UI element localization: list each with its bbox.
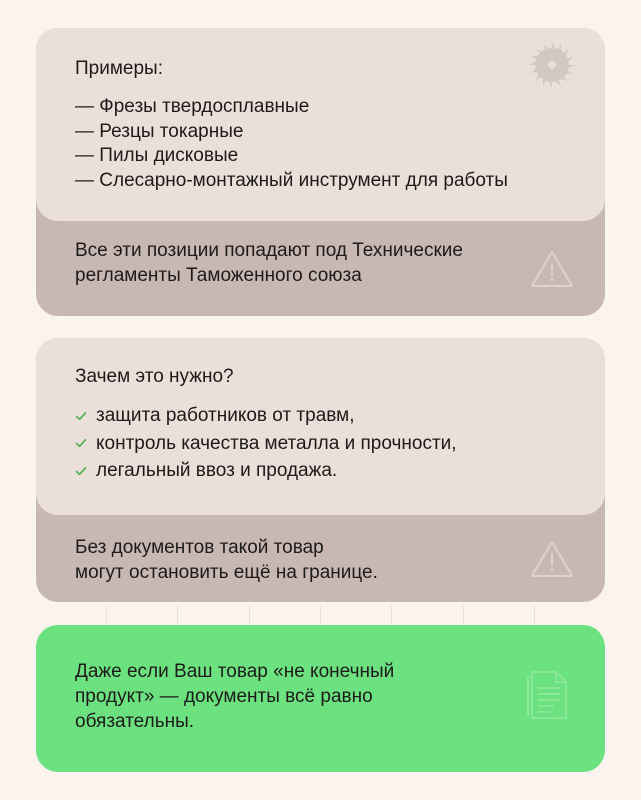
important-note-text [75,659,394,734]
grid-mark [534,606,535,626]
grid-mark [463,606,464,626]
list-item [75,430,565,458]
grid-mark [177,606,178,626]
examples-title: Примеры: [75,58,163,79]
list-item: — Пилы дисковые [75,144,565,169]
saw-blade-icon [527,40,577,90]
list-item: — Фрезы твердосплавные [75,95,565,120]
note-line: Даже если Ваш товар «не конечный [75,661,395,682]
grid-mark [320,606,321,626]
reasons-card-top [36,338,605,515]
reasons-note [36,515,605,602]
examples-card [36,28,605,316]
list-item [75,457,565,485]
note-line: продукт» — документы всё равно [75,686,373,707]
check-icon [75,465,87,477]
examples-list [75,95,565,193]
list-item: — Слесарно-монтажный инструмент для работы [75,169,565,194]
note-line: обязательны. [75,711,195,732]
reasons-list [75,402,565,485]
list-item [75,402,565,430]
note-line: регламенты Таможенного союза [75,265,362,286]
grid-mark [249,606,250,626]
examples-note [36,221,605,316]
important-note-card [36,625,605,772]
note-line: Все эти позиции попадают под Технические [75,240,463,261]
warning-triangle-icon [529,539,575,579]
grid-mark [106,606,107,626]
list-item-text: легальный ввоз и продажа. [96,460,338,481]
warning-triangle-icon [529,249,575,289]
list-item-text: контроль качества металла и прочности, [96,432,457,454]
list-item: — Резцы токарные [75,120,565,145]
check-icon [75,437,87,449]
grid-mark [391,606,392,626]
note-line: Без документов такой товар [75,537,324,558]
list-item-text: защита работников от травм, [96,405,355,426]
note-line: могут остановить ещё на границе. [75,562,378,583]
reasons-card [36,338,605,602]
examples-card-top [36,28,605,221]
reasons-title: Зачем это нужно? [75,366,234,387]
document-icon [524,666,576,722]
check-icon [75,410,87,422]
